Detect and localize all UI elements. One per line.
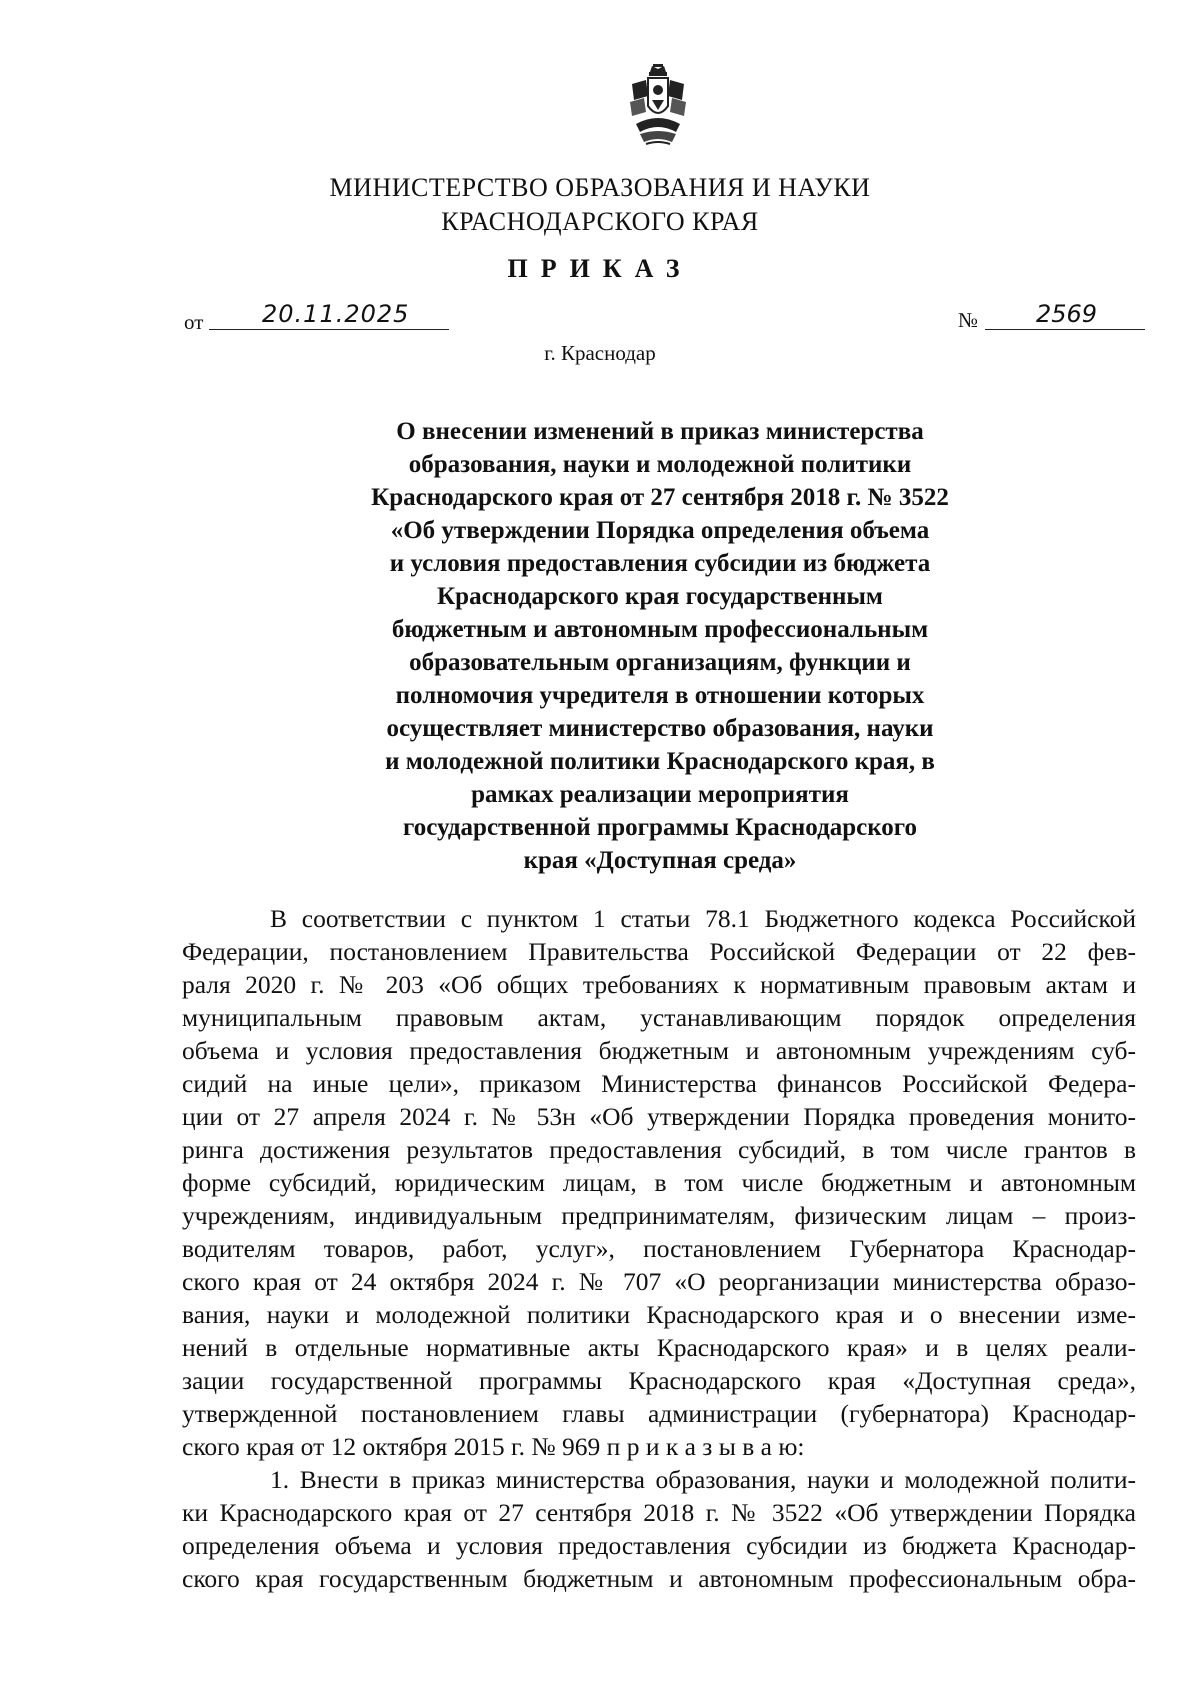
body-line: ринга достижения результатов предоставления субсидий, в том числе грантов в [182,1135,1136,1164]
title-line: образовательным организациям, функции и [409,649,911,676]
body-line: Федерации, постановлением Правительства Российской Федерации от 22 фев- [182,937,1136,966]
order-body [182,902,1136,1595]
number-label: № [958,308,979,332]
title-line: края «Доступная среда» [523,847,797,874]
body-line: сидий на иные цели», приказом Министерства финансов Российской Федера- [182,1069,1136,1098]
title-line: Краснодарского края от 27 сентября 2018 г. № 3522 [371,484,949,511]
body-line: водителям товаров, работ, услуг», постановлением Губернатора Краснодар- [182,1234,1136,1263]
number-underline [985,329,1145,330]
body-line: нений в отдельные нормативные акты Краснодарского края» и в целях реали- [182,1333,1136,1362]
date-label: от [184,310,204,334]
body-line: объема и условия предоставления бюджетным и автономным учреждениям суб- [182,1036,1136,1065]
title-line: «Об утверждении Порядка определения объема [390,517,930,544]
body-line: зации государственной программы Краснодарского края «Доступная среда», [182,1366,1136,1395]
document-date-handwritten: 20.11.2025 [262,300,410,328]
title-line: О внесении изменений в приказ министерства [396,418,924,445]
body-line: вания, науки и молодежной политики Краснодарского края и о внесении изме- [182,1300,1136,1329]
title-line: рамках реализации мероприятия [471,781,849,808]
ministry-name-line2: КРАСНОДАРСКОГО КРАЯ [441,207,759,236]
title-line: бюджетным и автономным профессиональным [391,616,929,643]
body-line: учреждениям, индивидуальным предпринимателям, физическим лицам – произ- [182,1201,1136,1230]
title-line: государственной программы Краснодарского [402,814,918,841]
body-line: ского края государственным бюджетным и автономным профессиональным обра- [182,1564,1136,1593]
body-line: муниципальным правовым актам, устанавливающим порядок определения [182,1003,1136,1032]
body-line: форме субсидий, юридическим лицам, в том числе бюджетным и автономным [182,1168,1136,1197]
body-line-item-1: 1. Внести в приказ министерства образования, науки и молодежной полити- [270,1465,1136,1494]
title-line: и молодежной политики Краснодарского края, в [385,748,935,775]
document-number-handwritten: 2569 [1036,300,1098,328]
title-line: осуществляет министерство образования, науки [386,715,934,742]
ministry-name-line1: МИНИСТЕРСТВО ОБРАЗОВАНИЯ И НАУКИ [329,173,871,202]
date-underline [209,329,449,330]
issuing-city: г. Краснодар [544,341,656,365]
title-line: и условия предоставления субсидии из бюджета [389,550,931,577]
body-line-ordering-clause: ского края от 12 октября 2015 г. № 969 п р и к а з ы в а ю: [182,1432,805,1461]
coat-of-arms-emblem [626,62,690,150]
body-line: ского края от 24 октября 2024 г. № 707 «О реорганизации министерства образо- [182,1267,1136,1296]
body-line: определения объема и условия предоставления субсидии из бюджета Краснодар- [182,1531,1136,1560]
body-line: ции от 27 апреля 2024 г. № 53н «Об утверждении Порядка проведения монито- [182,1102,1136,1131]
body-line: раля 2020 г. № 203 «Об общих требованиях к нормативным правовым актам и [182,970,1136,999]
order-title [320,415,1000,877]
body-line: ки Краснодарского края от 27 сентября 2018 г. № 3522 «Об утверждении Порядка [182,1498,1136,1527]
title-line: Краснодарского края государственным [437,583,883,610]
title-line: полномочия учредителя в отношении которых [395,682,925,709]
body-line: утвержденной постановлением главы администрации (губернатора) Краснодар- [182,1399,1136,1428]
title-line: образования, науки и молодежной политики [408,451,912,478]
document-type-heading: ПРИКАЗ [507,254,693,283]
body-line: В соответствии с пунктом 1 статьи 78.1 Бюджетного кодекса Российской [270,904,1136,933]
